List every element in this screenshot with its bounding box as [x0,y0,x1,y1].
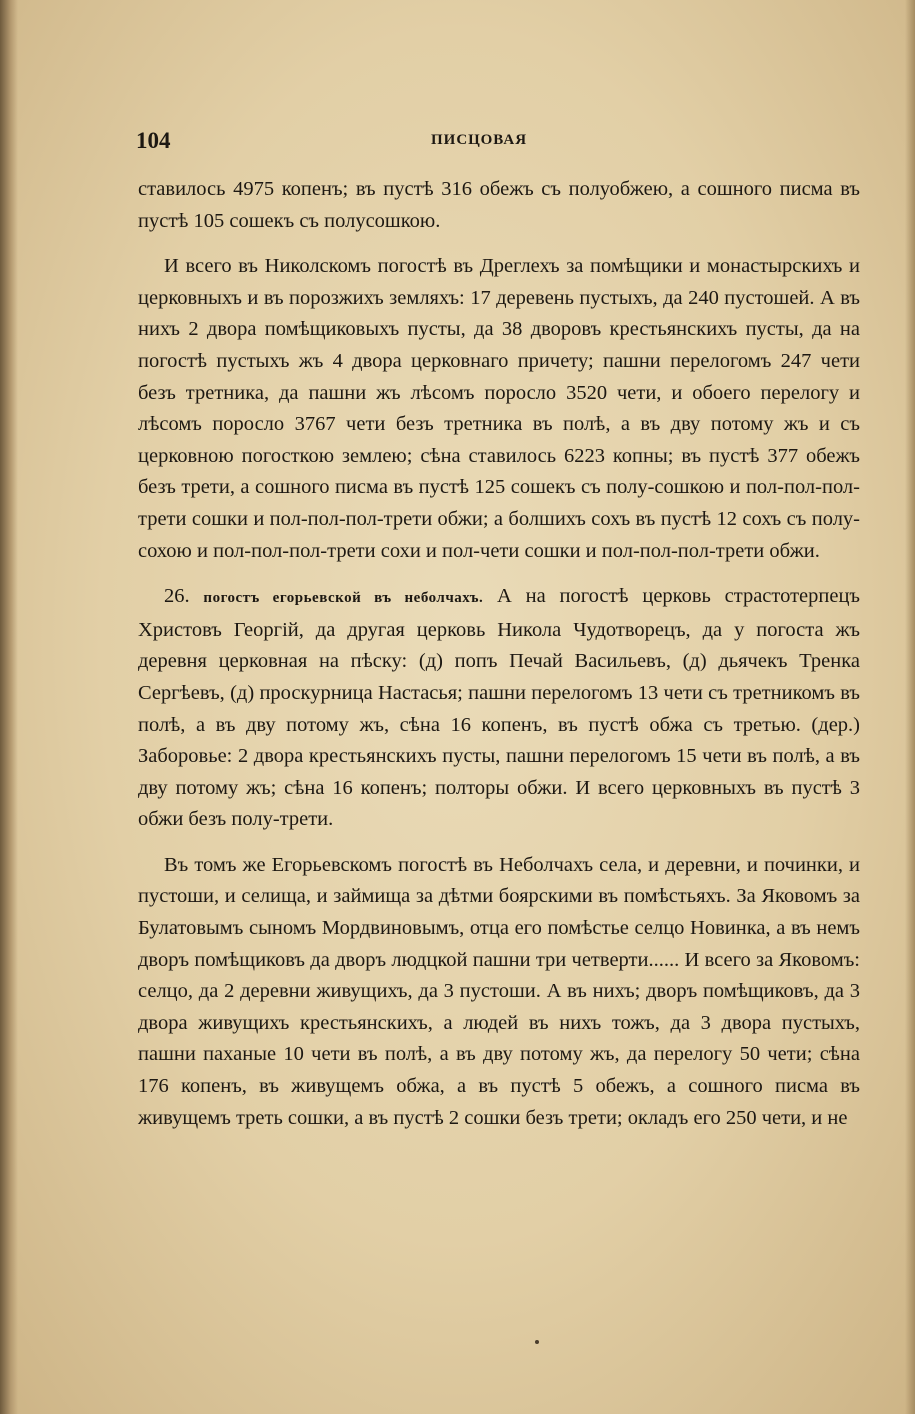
binding-gutter [0,0,18,1414]
paragraph-section-26 [138,581,860,836]
body-text [138,174,860,1134]
paragraph-egoryevsky-estates [138,850,860,1134]
paragraph-text: А на погостѣ церковь страстотерпецъ Христовъ Георгій, да другая церковь Никола Чудотворецъ, да у погоста жъ деревня церковная на пѣску: (д) попъ Печай Васильевъ, (д) дьячекъ Тренка Сергѣевъ, (д) проскурница Настасья; пашни перелогомъ 13 чети съ третникомъ въ полѣ, а въ дву потому жъ, сѣна 16 копенъ, въ пустѣ обжа съ третью. (дер.) Заборовье: 2 двора крестьянскихъ пусты, пашни перелогомъ 15 чети въ полѣ, а въ дву потому жъ; сѣна 16 копенъ; полторы обжи. И всего церковныхъ въ пустѣ 3 обжи безъ полу-трети. [138,585,861,831]
section-number: 26. [164,585,190,608]
page-edge [905,0,915,1414]
paragraph-text: И всего въ Николскомъ погостѣ въ Дреглехъ за помѣщики и монастырскихъ и церковныхъ и въ порозжихъ земляхъ: 17 деревень пустыхъ, да 240 пустошей. А въ нихъ 2 двора помѣщиковыхъ пусты, да 38 дворовъ крестьянскихъ пусты, да на погостѣ пустыхъ жъ 4 двора церковнаго причету; пашни перелогомъ 247 чети безъ третника, да пашни жъ лѣсомъ поросло 3520 чети, и обоего перелогу и лѣсомъ поросло 3767 чети безъ третника въ полѣ, а въ дву потому жъ и съ церковною погосткою землею; сѣна ставилось 6223 копны; въ пустѣ 377 обежъ безъ трети, а сошного писма въ пустѣ 125 сошекъ съ полу-сошкою и пол-пол-пол-трети сошки и пол-пол-пол-трети обжи; а болшихъ сохъ въ пустѣ 12 сохъ съ полу-сохою и пол-пол-пол-трети сохи и пол-чети сошки и пол-пол-пол-трети обжи. [138,255,860,562]
paragraph-total-nikolsky [138,251,860,567]
ink-speck [535,1340,539,1344]
paragraph-text: Въ томъ же Егорьевскомъ погостѣ въ Неболчахъ села, и деревни, и починки, и пустоши, и селища, и займища за дѣтми боярскими въ помѣстьяхъ. За Яковомъ за Булатовымъ сыномъ Мордвиновымъ, отца его помѣстье селцо Новинка, а въ немъ дворъ помѣщиковъ да дворъ людцкой пашни три четверти...... И всего за Яковомъ: селцо, да 2 деревни живущихъ, да 3 пустоши. А въ нихъ; дворъ помѣщиковъ, да 3 двора живущихъ крестьянскихъ, а людей въ нихъ тожъ, да 3 двора пустыхъ, пашни паханые 10 чети въ полѣ, а въ дву потому жъ, да перелогу 50 чети; сѣна 176 копенъ, въ живущемъ обжа, а въ пустѣ 5 обежъ, а сошного писма въ живущемъ треть сошки, а въ пустѣ 2 сошки безъ трети; окладъ его 250 чети, и не [138,853,860,1129]
running-head: ПИСЦОВАЯ [431,132,528,148]
paragraph-text: ставилось 4975 копенъ; въ пустѣ 316 обежъ съ полуобжею, а сошного писма въ пустѣ 105 сошекъ съ полусошкою. [138,178,860,232]
paragraph-continuation [138,174,860,237]
page-header [136,128,855,158]
page-number: 104 [136,128,171,153]
section-heading: погостъ егорьевской въ неболчахъ. [203,590,484,607]
